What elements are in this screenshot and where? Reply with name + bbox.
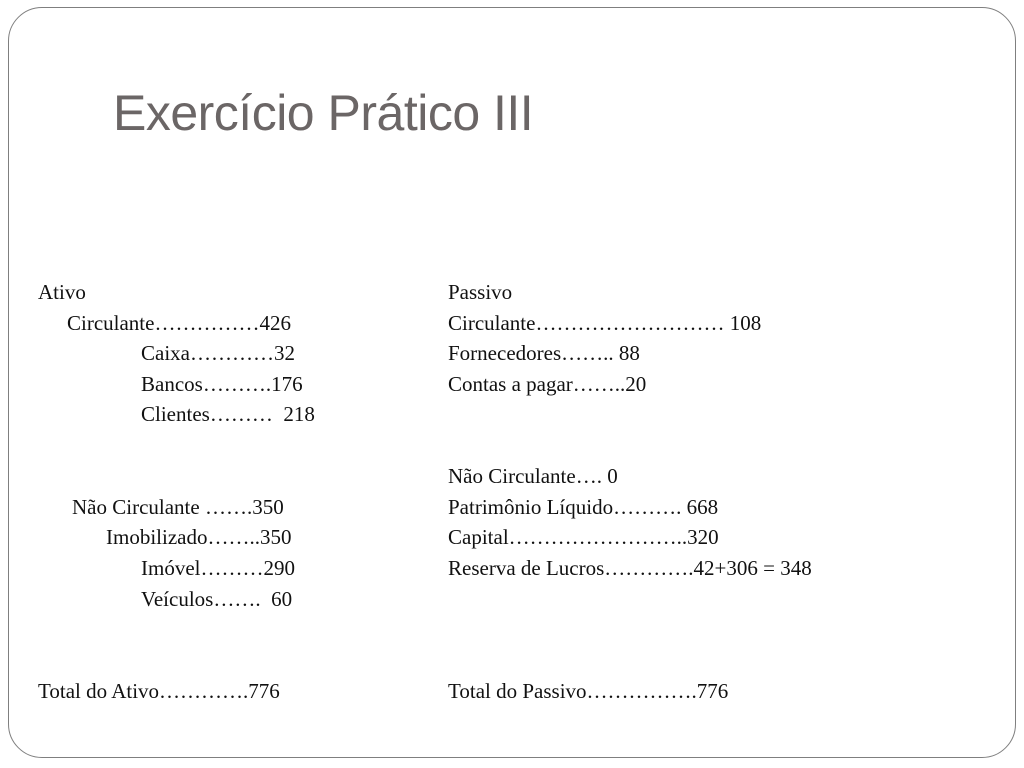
slide-title: Exercício Prático III	[113, 85, 534, 141]
ativo-imobilizado: Imobilizado……..350	[106, 525, 292, 549]
reserva-de-lucros: Reserva de Lucros………….42+306 = 348	[448, 556, 812, 580]
ativo-caixa: Caixa…………32	[141, 341, 295, 365]
patrimonio-liquido: Patrimônio Líquido………. 668	[448, 495, 719, 519]
passivo-total: Total do Passivo…………….776	[448, 679, 729, 703]
passivo-fornecedores: Fornecedores…….. 88	[448, 341, 640, 365]
ativo-total: Total do Ativo………….776	[38, 679, 280, 703]
ativo-veiculos: Veículos……. 60	[141, 587, 293, 611]
passivo-heading: Passivo	[448, 280, 513, 304]
ativo-bancos: Bancos……….176	[141, 372, 303, 396]
ativo-heading: Ativo	[38, 280, 86, 304]
ativo-clientes: Clientes……… 218	[141, 402, 315, 426]
passivo-circulante: Circulante……………………… 108	[448, 311, 762, 335]
ativo-nao-circulante: Não Circulante …….350	[72, 495, 284, 519]
ativo-imovel: Imóvel………290	[141, 556, 295, 580]
ativo-circulante: Circulante……………426	[67, 311, 291, 335]
passivo-contas-a-pagar: Contas a pagar……..20	[448, 372, 647, 396]
passivo-capital: Capital……………………..320	[448, 525, 719, 549]
passivo-nao-circulante: Não Circulante…. 0	[448, 464, 618, 488]
